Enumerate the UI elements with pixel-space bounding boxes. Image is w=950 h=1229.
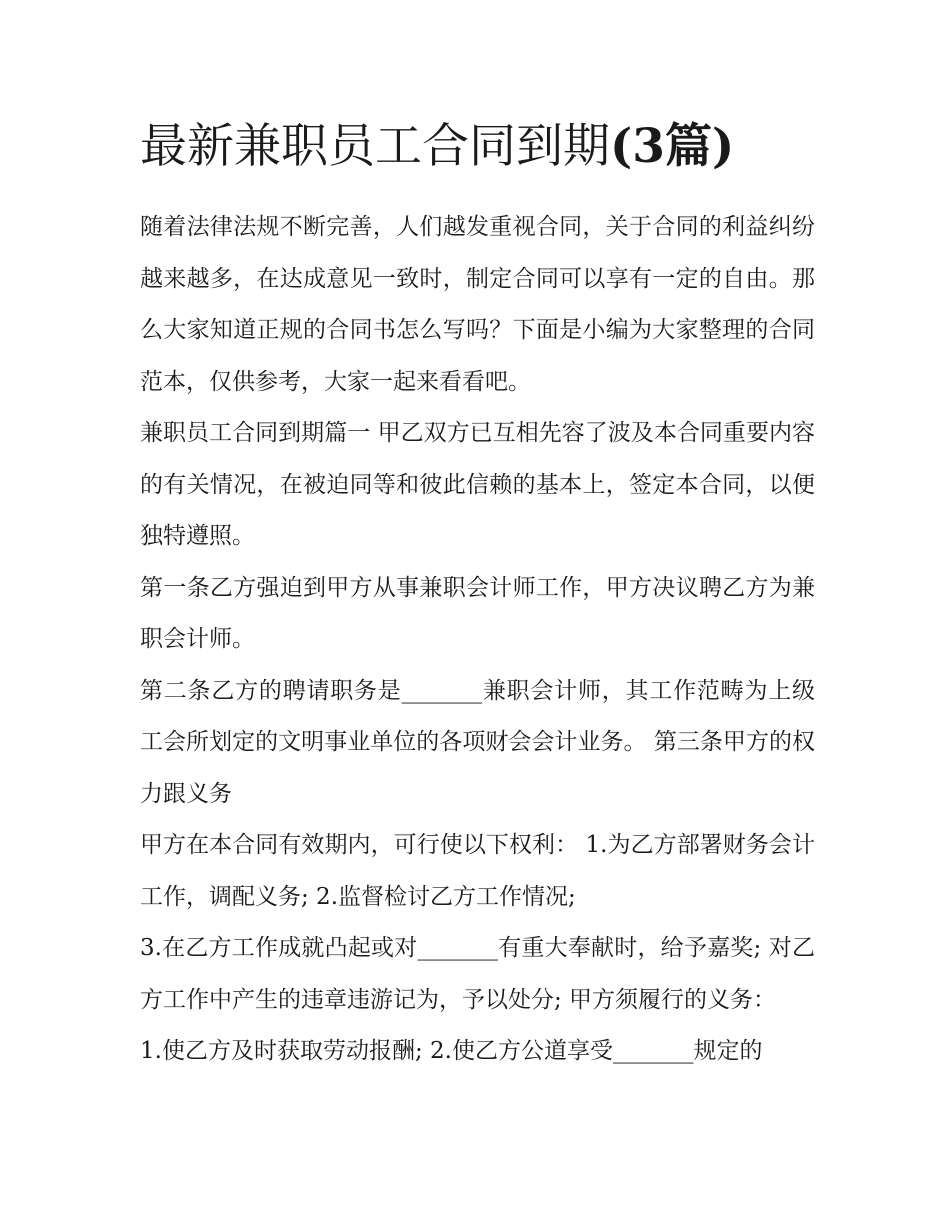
document-page — [140, 112, 815, 1078]
contract-preamble-paragraph: 兼职员工合同到期篇一 甲乙双方已互相先容了波及本合同重要内容的有关情况，在被迫同等和彼此信赖的基本上，签定本合同，以便独特遵照。 — [140, 420, 815, 549]
document-title — [140, 112, 815, 182]
intro-paragraph: 随着法律法规不断完善，人们越发重视合同，关于合同的利益纠纷越来越多，在达成意见一致时，制定合同可以享有一定的自由。那么大家知道正规的合同书怎么写吗？下面是小编为大家整理的合同范本，仅供参考，大家一起来看看吧。 — [140, 214, 815, 395]
title-main: 最新兼职员工合同到期 — [140, 119, 610, 174]
party-a-rights-continued-paragraph: 3.在乙方工作成就凸起或对_______有重大奉献时，给予嘉奖; 对乙方工作中产生的违章违游记为，予以处分; 甲方须履行的义务： — [140, 935, 815, 1013]
article-1-paragraph: 第一条乙方强迫到甲方从事兼职会计师工作，甲方决议聘乙方为兼职会计师。 — [140, 574, 815, 652]
article-2-paragraph: 第二条乙方的聘请职务是_______兼职会计师，其工作范畴为上级工会所划定的文明事业单位的各项财会会计业务。 第三条甲方的权力跟义务 — [140, 677, 815, 807]
party-a-rights-paragraph: 甲方在本合同有效期内，可行使以下权利： 1.为乙方部署财务会计工作，调配义务; 2.监督检讨乙方工作情况; — [140, 832, 815, 910]
party-a-obligations-paragraph: 1.使乙方及时获取劳动报酬; 2.使乙方公道享受_______规定的 — [140, 1038, 763, 1064]
title-suffix: (3篇) — [610, 119, 735, 174]
